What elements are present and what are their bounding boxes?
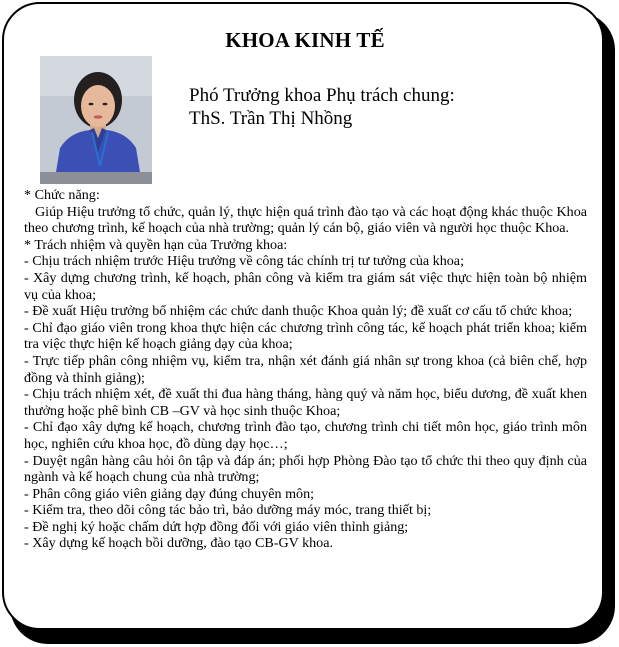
position-heading [189,84,455,130]
duty-item: - Chỉ đạo xây dựng kế hoạch, chương trình đào tạo, chương trình chi tiết môn học, giáo trình môn học, nghiên cứu khoa học, đồ dùng dạy học…; [24,419,587,452]
duty-item: - Phân công giáo viên giảng dạy đúng chuyên môn; [24,485,315,502]
position-title: Phó Trưởng khoa Phụ trách chung: [189,85,455,106]
duty-item: - Đề nghị ký hoặc chấm dứt hợp đồng đối với giáo viên thỉnh giảng; [24,518,409,535]
duty-item: - Duyệt ngân hàng câu hỏi ôn tập và đáp án; phối hợp Phòng Đào tạo tổ chức thi theo quy định của ngành và kế hoạch chung của nhà trường; [24,452,587,486]
profile-card [2,2,604,630]
functions-label: * Chức năng: [24,187,100,203]
content-body [24,187,587,552]
duty-item: - Đề xuất Hiệu trưởng bổ nhiệm các chức danh thuộc Khoa quản lý; đề xuất cơ cấu tổ chức khoa; [24,303,573,320]
functions-text: Giúp Hiệu trưởng tổ chức, quản lý, thực hiện quá trình đào tạo và các hoạt động khác thuộc Khoa theo chương trình, kế hoạch của nhà trường; quản lý cán bộ, giáo viên và người học thuộc Khoa. [24,203,587,237]
duty-item: - Chỉ đạo giáo viên trong khoa thực hiện các chương trình công tác, kế hoạch phát triển khoa; kiểm tra việc thực hiện kế hoạch giảng dạy của khoa; [24,319,587,353]
duty-item: - Xây dựng kế hoạch bồi dưỡng, đào tạo CB-GV khoa. [24,535,333,552]
portrait-photo [40,56,152,184]
duty-item: - Kiểm tra, theo dõi công tác bảo trì, bảo dưỡng máy móc, trang thiết bị; [24,502,432,519]
duty-item: - Trực tiếp phân công nhiệm vụ, kiểm tra, nhận xét đánh giá nhân sự trong khoa (cả biên chế, hợp đồng và thỉnh giảng); [24,352,587,386]
duties-label: * Trách nhiệm và quyền hạn của Trưởng khoa: [24,236,288,253]
page-title: KHOA KINH TẾ [225,28,385,52]
duty-item: - Chịu trách nhiệm xét, đề xuất thi đua hàng tháng, hàng quý và năm học, biểu dương, đề xuất khen thưởng hoặc phê bình CB –GV và học sinh thuộc Khoa; [24,386,587,419]
duty-item: - Chịu trách nhiệm trước Hiệu trưởng về công tác chính trị tư tưởng của khoa; [24,253,464,270]
portrait-image [40,56,152,184]
duty-item: - Xây dựng chương trình, kế hoạch, phân công và kiểm tra giám sát việc thực hiện toàn bộ nhiệm vụ của khoa; [24,269,587,303]
person-name: ThS. Trần Thị Nhồng [189,108,353,129]
